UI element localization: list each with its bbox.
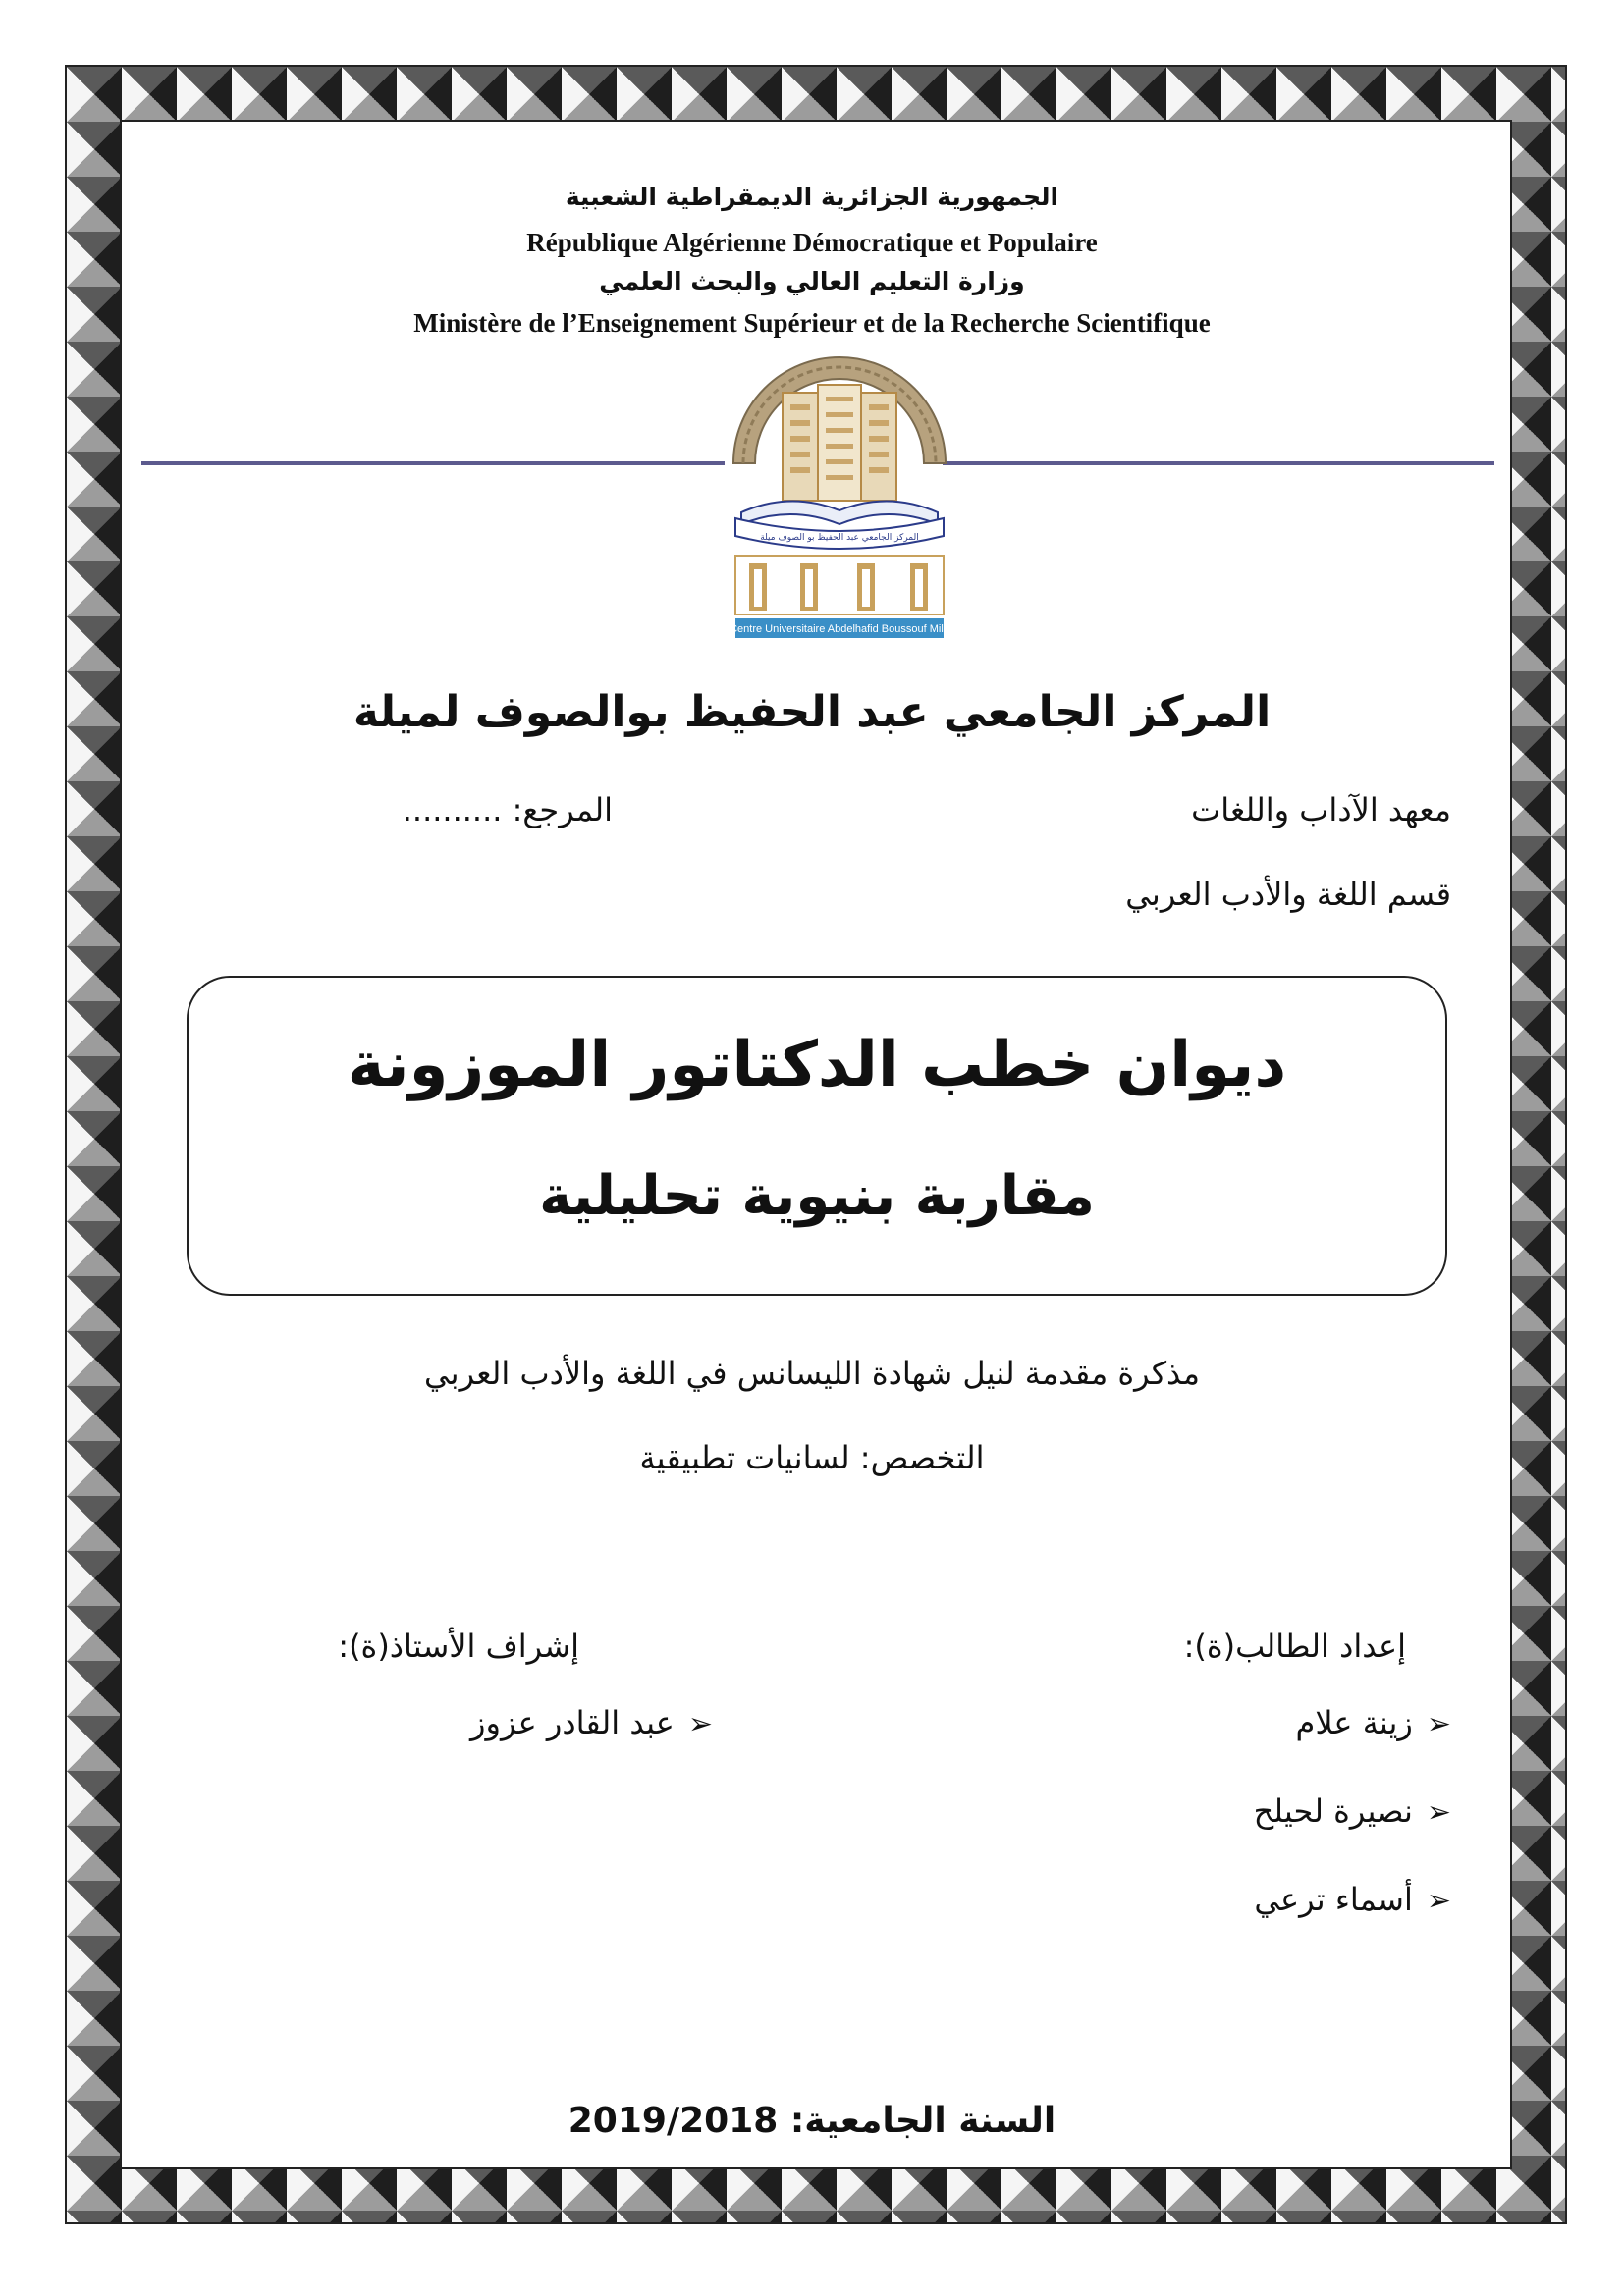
logo-banner-text-fr: Centre Universitaire Abdelhafid Boussouf Mila [730,623,949,635]
academic-year: السنة الجامعية: 2019/2018 [568,2101,1056,2141]
student-name: نصيرة لحيلح [1253,1792,1413,1830]
thesis-title: ديوان خطب الدكتاتور الموزونة [347,1029,1287,1101]
students-label: إعداد الطالب(ة): [1183,1628,1406,1665]
specialty-line: التخصص: لسانيات تطبيقية [639,1439,985,1476]
reference-field: المرجع: .......... [402,791,613,828]
arrowhead-bullet-icon: ➢ [1426,1795,1451,1830]
degree-statement: مذكرة مقدمة لنيل شهادة الليسانس في اللغة والأدب العربي [424,1355,1200,1392]
ministry-name-fr: Ministère de l’Enseignement Supérieur et de la Recherche Scientifique [413,308,1211,338]
student-item [1254,1881,1451,1918]
supervisor-item [470,1704,713,1741]
supervisor-name: عبد القادر عزوز [470,1704,675,1741]
institute-name: معهد الآداب واللغات [1191,791,1451,828]
university-name: المركز الجامعي عبد الحفيظ بوالصوف لميلة [352,687,1272,737]
arrowhead-bullet-icon: ➢ [1426,1884,1451,1918]
thesis-title-box [187,976,1447,1296]
student-name: زينة علام [1295,1704,1413,1741]
supervisor-label: إشراف الأستاذ(ة): [338,1628,579,1665]
header-rule-left [141,461,725,465]
republic-name-ar: الجمهورية الجزائرية الديمقراطية الشعبية [565,183,1059,211]
republic-name-fr: République Algérienne Démocratique et Populaire [526,228,1098,257]
university-logo [722,346,957,642]
arrowhead-bullet-icon: ➢ [687,1707,713,1741]
student-item [1254,1792,1451,1830]
department-name: قسم اللغة والأدب العربي [1125,876,1451,913]
logo-banner-text-ar: المركز الجامعي عبد الحفيظ بو الصوف ميلة [760,533,919,543]
ministry-name-ar: وزارة التعليم العالي والبحث العلمي [599,267,1025,295]
student-name: أسماء ترعي [1254,1881,1413,1918]
header-rule-right [943,461,1494,465]
student-item [1296,1704,1451,1741]
arrowhead-bullet-icon: ➢ [1426,1707,1451,1741]
thesis-subtitle: مقاربة بنيوية تحليلية [539,1164,1095,1228]
